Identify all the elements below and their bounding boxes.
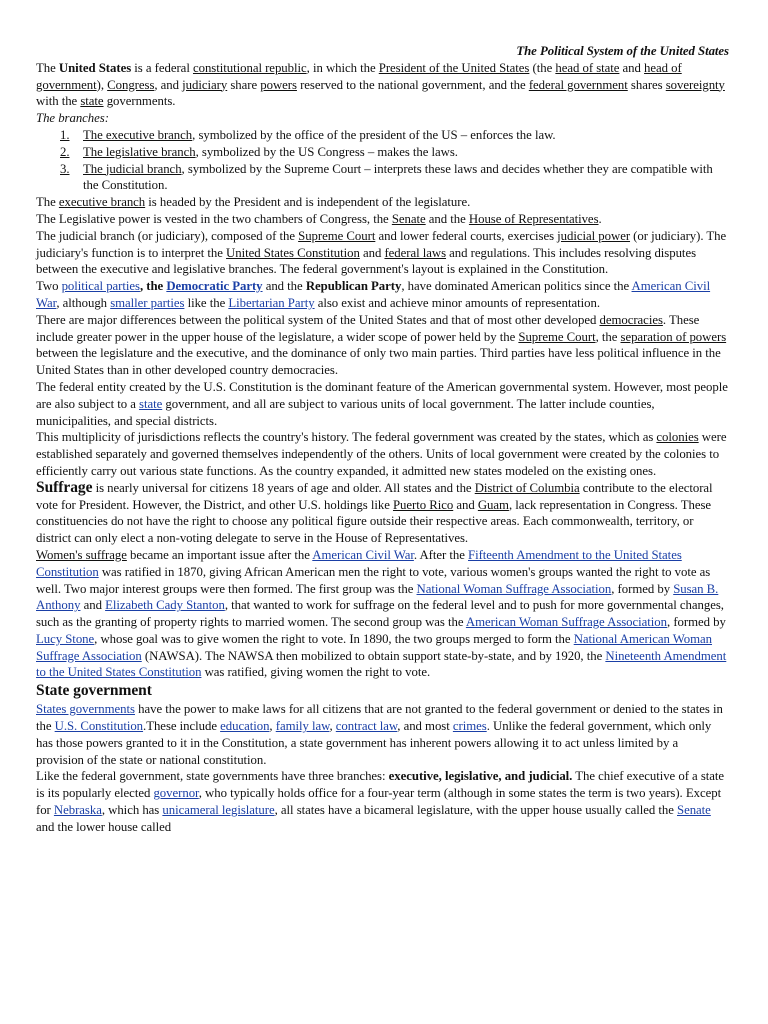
paragraph-state-branches: Like the federal government, state governments have three branches: executive, legislative, and judicial. The chief executive of a state is its popularly elected governor, who typically holds office for a four-year term (although in some states the term is two years). Except for Nebraska, which has unicameral legislature, all states have a bicameral legislature, with the upper house usually called the Senate and the lower house called	[36, 769, 725, 834]
paragraph-state-powers: States governments have the power to make laws for all citizens that are not granted to the federal government or denied to the states in the U.S. Constitution.These include education, family law, contract law, and most crimes. Unlike the federal government, which only has those powers granted to it in the Constitution, a state government has inherent powers allowing it to act unless limited by a provision of the state or national constitution.	[36, 702, 723, 767]
paragraph-jurisdictions: This multiplicity of jurisdictions reflects the country's history. The federal government was created by the states, which as colonies were established separately and governed themselves independently of the others. Units of local government were created by the colonies to efficiently carry out various state functions. As the country expanded, it admitted new states modeled on the existing ones.	[36, 430, 727, 478]
link-judicial-branch[interactable]: The judicial branch	[83, 161, 182, 176]
page-title: The Political System of the United States	[516, 44, 729, 58]
link-head-of-government[interactable]: head of government	[36, 60, 682, 92]
list-item: 1. The executive branch, symbolized by the office of the president of the US – enforces the law.	[60, 127, 556, 142]
link-nineteenth-amendment[interactable]: Nineteenth Amendment to the United States Constitution	[36, 648, 727, 680]
link-contract-law[interactable]: contract law	[335, 719, 398, 734]
link-powers[interactable]: powers	[260, 77, 297, 92]
link-judiciary[interactable]: judiciary	[182, 77, 228, 92]
branches-label: The branches:	[36, 111, 109, 126]
link-democracies[interactable]: democracies	[599, 312, 663, 327]
link-unicameral-legislature[interactable]: unicameral legislature	[162, 803, 275, 818]
link-fifteenth-amendment[interactable]: Fifteenth Amendment to the United States Constitution	[36, 547, 682, 579]
paragraph-intro: The United States is a federal constitutional republic, in which the President of the United States (the head of state and head of government), Congress, and judiciary share powers reserved to the national government, and the federal government shares sovereignty with the state governments.	[36, 60, 725, 109]
heading-state-government: State government	[36, 682, 152, 700]
link-colonies[interactable]: colonies	[656, 430, 699, 445]
link-senate-2[interactable]: Senate	[677, 803, 711, 818]
link-states-governments[interactable]: States governments	[36, 702, 135, 717]
link-senate[interactable]: Senate	[391, 211, 426, 226]
link-womens-suffrage[interactable]: Women's suffrage	[36, 547, 127, 562]
link-crimes[interactable]: crimes	[452, 719, 487, 734]
link-awsa[interactable]: American Woman Suffrage Association	[465, 615, 668, 630]
paragraph-womens-suffrage: Women's suffrage became an important issue after the American Civil War. After the Fifteenth Amendment to the United States Constitution was ratified in 1870, giving African American men the right to vote, various women's groups wanted the right to vote as well. Two major interest groups were then formed. The first group was the National Woman Suffrage Association, formed by Susan B. Anthony and Elizabeth Cady Stanton, that wanted to work for suffrage on the federal level and to push for more governmental changes, such as the granting of property rights to married women. The second group was the American Woman Suffrage Association, formed by Lucy Stone, whose goal was to give women the right to vote. In 1890, the two groups merged to form the National American Woman Suffrage Association (NAWSA). The NAWSA then mobilized to obtain support state-by-state, and by 1920, the Nineteenth Amendment to the United States Constitution was ratified, giving women the right to vote.	[36, 547, 727, 680]
link-state[interactable]: state	[80, 94, 104, 109]
link-education[interactable]: education	[220, 719, 270, 734]
link-nwsa[interactable]: National Woman Suffrage Association	[416, 581, 612, 596]
link-smaller-parties[interactable]: smaller parties	[110, 295, 185, 310]
link-congress[interactable]: Congress	[107, 77, 155, 92]
link-political-parties[interactable]: political parties	[61, 279, 140, 294]
link-president[interactable]: President of the United States	[378, 60, 530, 75]
link-supreme-court[interactable]: Supreme Court	[298, 228, 376, 243]
document-body	[36, 43, 729, 836]
link-democratic-party[interactable]: Democratic Party	[166, 279, 263, 294]
link-republican-party[interactable]: Republican Party	[305, 279, 402, 294]
paragraph-executive: The executive branch is headed by the President and is independent of the legislature.	[36, 195, 471, 210]
link-judicial-power[interactable]: judicial power	[557, 228, 631, 243]
link-head-of-state[interactable]: head of state	[555, 60, 620, 75]
paragraph-legislative: The Legislative power is vested in the two chambers of Congress, the Senate and the House of Representatives.	[36, 211, 602, 226]
link-constitutional-republic[interactable]: constitutional republic	[192, 60, 307, 75]
paragraph-federal-entity: The federal entity created by the U.S. Constitution is the dominant feature of the American governmental system. However, most people are also subject to a state government, and all are subject to various units of local government. The latter include counties, municipalities, and special districts.	[36, 379, 728, 428]
link-sovereignty[interactable]: sovereignty	[665, 77, 725, 92]
link-american-civil-war[interactable]: American Civil War	[36, 279, 711, 310]
link-puerto-rico[interactable]: Puerto Rico	[392, 497, 454, 512]
link-supreme-court-2[interactable]: Supreme Court	[518, 329, 596, 344]
link-nawsa[interactable]: National American Woman Suffrage Association	[36, 631, 713, 663]
link-federal-laws[interactable]: federal laws	[384, 245, 447, 260]
link-district-of-columbia[interactable]: District of Columbia	[474, 480, 580, 495]
branches-list	[36, 127, 729, 194]
link-guam[interactable]: Guam	[477, 497, 509, 512]
link-legislative-branch[interactable]: The legislative branch	[83, 144, 196, 159]
link-federal-government[interactable]: federal government	[528, 77, 628, 92]
link-executive-branch-2[interactable]: executive branch	[58, 195, 146, 210]
link-state-2[interactable]: state	[139, 396, 163, 411]
list-item: 2. The legislative branch, symbolized by the US Congress – makes the laws.	[60, 144, 458, 159]
link-nebraska[interactable]: Nebraska	[53, 803, 102, 818]
paragraph-parties: Two political parties, the Democratic Party and the Republican Party, have dominated American politics since the American Civil War, although smaller parties like the Libertarian Party also exist and achieve minor amounts of representation.	[36, 279, 711, 310]
link-libertarian-party[interactable]: Libertarian Party	[228, 295, 315, 310]
link-executive-branch[interactable]: The executive branch	[83, 127, 193, 142]
link-lucy-stone[interactable]: Lucy Stone	[36, 631, 95, 646]
link-us-constitution[interactable]: United States Constitution	[226, 245, 360, 260]
link-us-constitution-2[interactable]: U.S. Constitution	[54, 719, 144, 734]
link-american-civil-war-2[interactable]: American Civil War	[312, 547, 414, 562]
link-house-of-representatives[interactable]: House of Representatives	[468, 211, 599, 226]
paragraph-suffrage: Suffrage is nearly universal for citizens 18 years of age and older. All states and the District of Columbia contribute to the electoral vote for President. However, the District, and other U.S. holdings like Puerto Rico and Guam, lack representation in Congress. These constituencies do not have the right to choose any political figure outside their respective areas. Each commonwealth, territory, or district can only elect a non-voting delegate to serve in the House of Representatives.	[36, 478, 713, 546]
link-susan-b-anthony[interactable]: Susan B. Anthony	[36, 581, 719, 613]
paragraph-judicial: The judicial branch (or judiciary), composed of the Supreme Court and lower federal courts, exercises judicial power (or judiciary). The judiciary's function is to interpret the United States Constitution and federal laws and regulations. This includes resolving disputes between the executive and legislative branches. The federal government's layout is explained in the Constitution.	[36, 228, 727, 277]
paragraph-differences: There are major differences between the political system of the United States and that of most other developed democracies. These include greater power in the upper house of the legislature, a wider scope of power held by the Supreme Court, the separation of powers between the legislature and the executive, and the dominance of only two main parties. Third parties have less political influence in the United States than in other developed country democracies.	[36, 312, 727, 378]
link-family-law[interactable]: family law	[275, 719, 330, 734]
list-item: 3. The judicial branch, symbolized by the Supreme Court – interprets these laws and decides whether they are compatible with the Constitution.	[60, 161, 713, 193]
link-elizabeth-cady-stanton[interactable]: Elizabeth Cady Stanton	[105, 598, 225, 613]
link-separation-of-powers[interactable]: separation of powers	[620, 329, 727, 344]
link-governor[interactable]: governor	[153, 786, 199, 801]
